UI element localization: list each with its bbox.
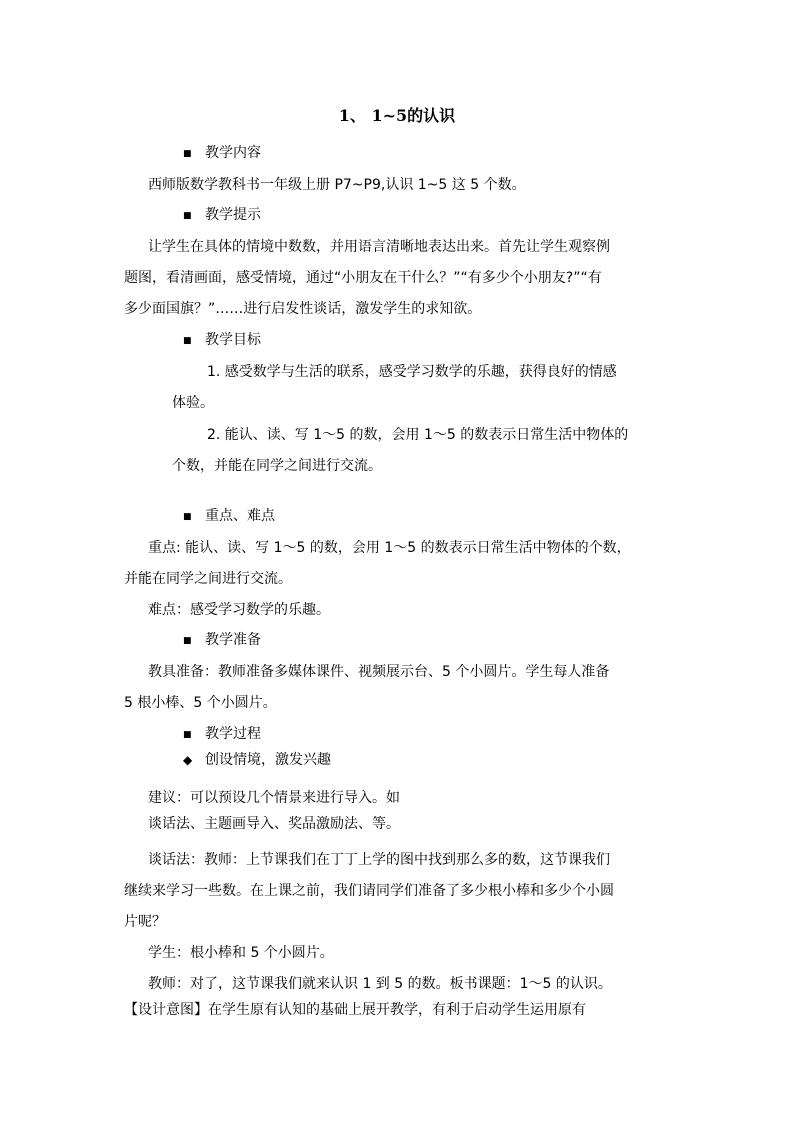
section-heading-content [183,143,261,164]
paragraph-line: 题图，看清画面，感受情境，通过“小朋友在干什么？”“有多少个小朋友?”“有 [124,270,602,286]
paragraph-line: 教具准备：教师准备多媒体课件、视频展示台、5 个小圆片。学生每人准备 [148,664,610,680]
heading-text: 教学内容 [205,145,261,161]
heading-text: 教学目标 [205,332,261,348]
bullet-icon: ■ [183,211,192,221]
paragraph-line: 多少面国旗？”……进行启发性谈话，激发学生的求知欲。 [124,301,482,317]
paragraph-line: 学生：根小棒和 5 个小圆片。 [148,945,334,961]
section-heading-preparation [183,630,261,651]
paragraph-line: 谈话法：教师：上节课我们在丁丁上学的图中找到那么多的数，这节课我们 [148,852,610,868]
subheading-text: 创设情境，激发兴趣 [205,752,331,768]
paragraph-line: 2. 能认、读、写 1～5 的数，会用 1～5 的数表示日常生活中物体的 [207,427,629,443]
paragraph-line: 片呢？ [124,914,166,930]
paragraph-line: 个数，并能在同学之间进行交流。 [172,458,382,474]
bullet-icon: ■ [183,636,192,646]
paragraph-line: 【设计意图】在学生原有认知的基础上展开教学，有利于启动学生运用原有 [124,1002,586,1018]
paragraph-line: 重点: 能认、读、写 1～5 的数，会用 1～5 的数表示日常生活中物体的个数， [148,540,631,556]
paragraph-line: 建议：可以预设几个情景来进行导入。如 [148,790,400,806]
paragraph-line: 让学生在具体的情境中数数，并用语言清晰地表达出来。首先让学生观察例 [148,239,610,255]
paragraph-line: 1. 感受数学与生活的联系，感受学习数学的乐趣，获得良好的情感 [207,364,617,380]
paragraph-line: 西师版数学教科书一年级上册 P7~P9,认识 1~5 这 5 个数。 [148,177,526,193]
section-heading-keypoints [183,506,275,527]
paragraph-line: 教师：对了，这节课我们就来认识 1 到 5 的数。板书课题：1～5 的认识。 [148,976,612,992]
bullet-icon: ■ [183,336,192,346]
section-heading-goals [183,330,261,351]
section-heading-process [183,724,261,745]
paragraph-line: 体验。 [172,395,214,411]
bullet-icon: ■ [183,512,192,522]
heading-text: 教学准备 [205,632,261,648]
heading-text: 教学过程 [205,726,261,742]
bullet-icon: ■ [183,730,192,740]
page-title: 1、 1~5的认识 [338,106,456,125]
paragraph-line: 谈话法、主题画导入、奖品激励法、等。 [148,816,400,832]
bullet-icon: ■ [183,149,192,159]
paragraph-line: 继续来学习一些数。在上课之前，我们请同学们准备了多少根小棒和多少个小圆 [124,883,614,899]
paragraph-line: 5 根小棒、5 个小圆片。 [124,695,277,711]
section-heading-hint [183,205,261,226]
subsection-heading [183,750,331,770]
heading-text: 重点、难点 [205,508,275,524]
paragraph-line: 并能在同学之间进行交流。 [124,571,292,587]
paragraph-line: 难点：感受学习数学的乐趣。 [148,602,330,618]
heading-text: 教学提示 [205,207,261,223]
diamond-icon: ◆ [183,753,193,767]
